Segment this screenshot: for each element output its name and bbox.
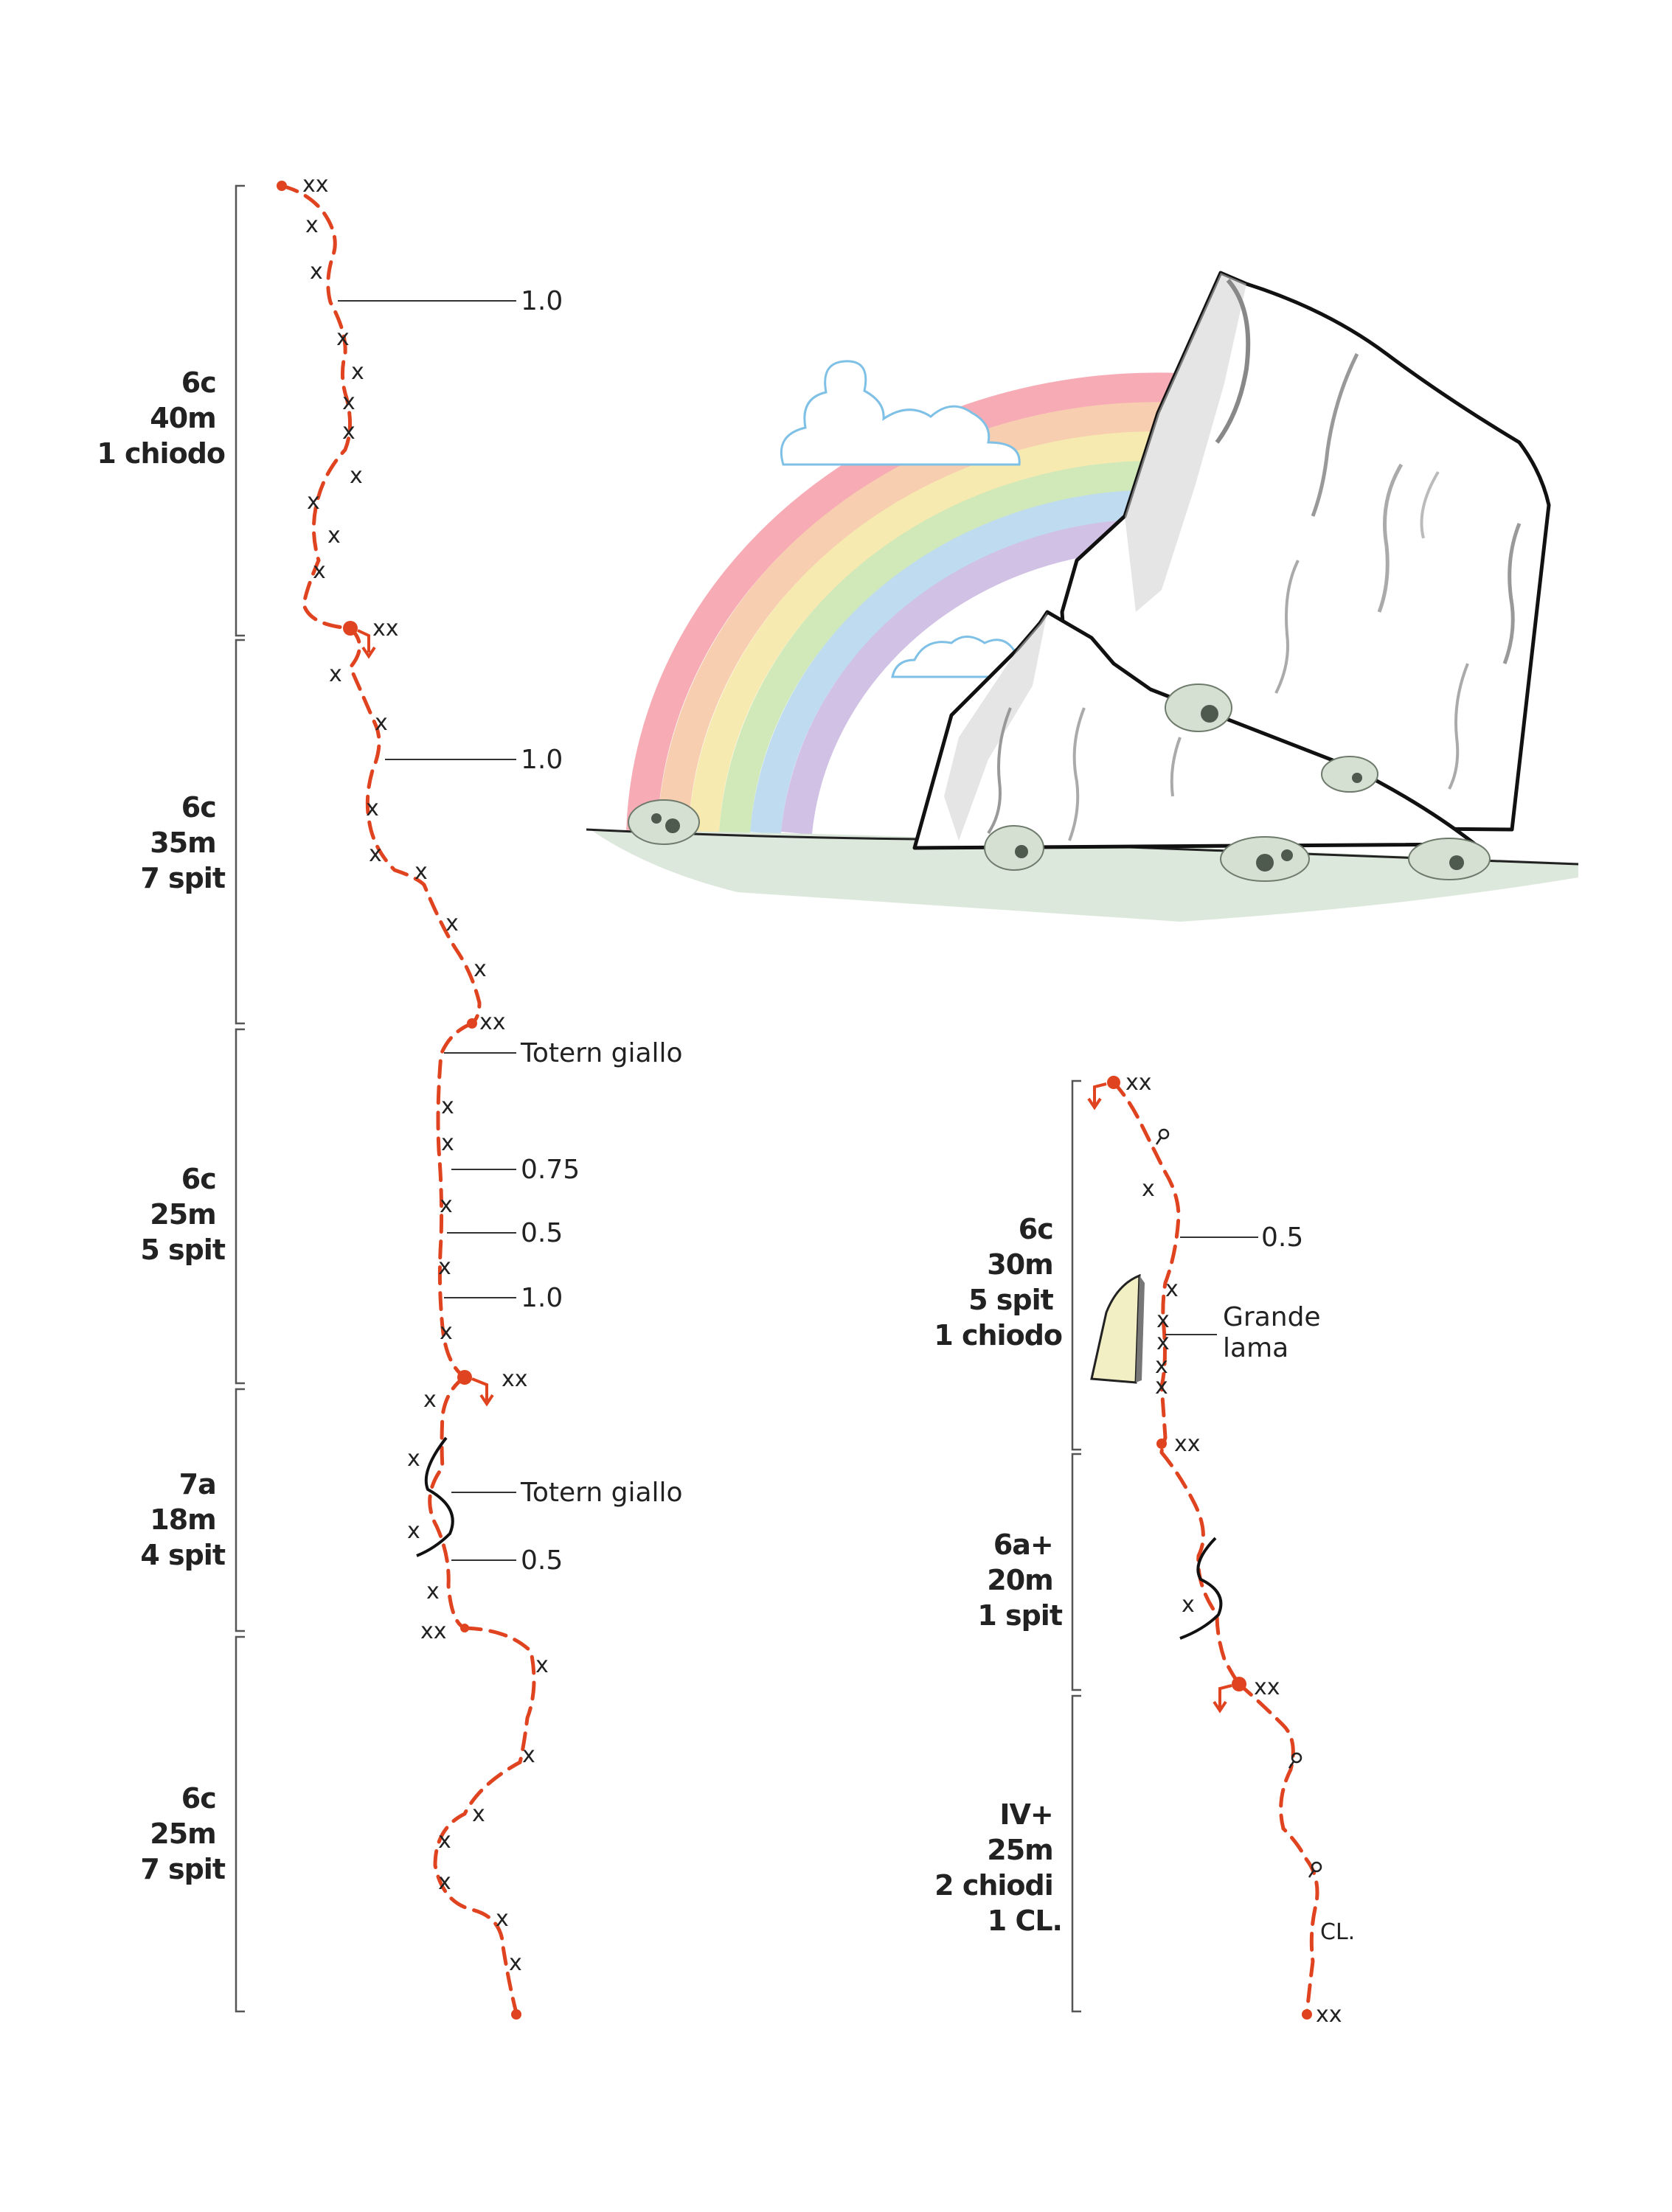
belay-stations [277, 181, 521, 2020]
flake-illustration [1092, 1276, 1139, 1382]
pitch-length: 18m [150, 1503, 216, 1536]
pitch-length: 40m [150, 402, 216, 434]
belay-dot [457, 1370, 472, 1385]
bolt-mark: x [1155, 1374, 1168, 1399]
bolt-mark: x [423, 1387, 437, 1413]
bolt-marks [305, 212, 549, 1976]
bolt-marks [1142, 1176, 1195, 1618]
belay-mark: xx [1254, 1674, 1280, 1700]
pitch-grade: 6c [1018, 1213, 1053, 1245]
bolt-mark: x [438, 1254, 451, 1280]
pitch-label-3 [934, 1798, 1062, 1937]
pitch-grade: 7a [178, 1468, 216, 1500]
bolt-mark: x [440, 1192, 453, 1218]
bolt-mark: x [307, 489, 320, 515]
belay-dot [1302, 2009, 1312, 2020]
bolt-mark: x [445, 911, 459, 936]
belay-mark: xx [302, 172, 329, 198]
pitch-label-4 [140, 1468, 226, 1571]
rock-illustration [586, 273, 1578, 922]
pitch-gear: 5 spit [968, 1284, 1053, 1316]
belay-mark: xx [372, 616, 399, 641]
bolt-mark: x [1155, 1353, 1168, 1379]
bolt-mark: x [407, 1446, 420, 1472]
pitch-label-1 [97, 366, 225, 470]
belay-mark: xx [1125, 1070, 1152, 1096]
belay-dot [1232, 1677, 1246, 1691]
belay-mark: xx [420, 1618, 447, 1644]
belay-mark: xx [1316, 2002, 1342, 2028]
belay-dot [467, 1018, 477, 1029]
pitch-grade: 6c [181, 1163, 216, 1195]
pitch-gear: 1 chiodo [934, 1319, 1062, 1352]
bolt-mark: x [351, 359, 364, 385]
feature-note-line: lama [1223, 1333, 1289, 1363]
cl-note: CL. [1320, 1919, 1356, 1945]
gear-note: Totern giallo [521, 1478, 683, 1508]
bolt-mark: x [441, 1093, 454, 1119]
pitch-grade: 6c [181, 366, 216, 399]
pitch-gear: 4 spit [140, 1539, 225, 1571]
bolt-mark: x [336, 325, 350, 351]
gear-note: 0.75 [521, 1155, 580, 1185]
pitch-bracket [1072, 1081, 1081, 1450]
pitch-gear: 2 chiodi [934, 1869, 1053, 1902]
pitch-gear: 1 CL. [987, 1905, 1062, 1937]
pitch-length: 25m [150, 1198, 216, 1231]
bolt-mark: x [1182, 1592, 1195, 1618]
bolt-mark: x [313, 558, 326, 584]
gear-note: 0.5 [521, 1218, 563, 1248]
bolt-mark: x [509, 1950, 522, 1976]
bolt-mark: x [438, 1828, 451, 1854]
pitch-length: 30m [987, 1248, 1053, 1281]
pitch-bracket [236, 1389, 245, 1631]
bolt-mark: x [414, 859, 428, 885]
pitch-length: 35m [150, 827, 216, 859]
pitch-bracket [236, 1029, 245, 1383]
belay-dot [1156, 1439, 1167, 1449]
bolt-mark: x [522, 1742, 535, 1768]
bolt-mark: x [342, 419, 355, 445]
crack-feature [417, 1438, 453, 1556]
bolt-mark: x [369, 841, 382, 867]
belay-stations [1107, 1076, 1312, 2020]
pitch-gear: 1 chiodo [97, 437, 225, 470]
bolt-mark: x [1165, 1276, 1179, 1302]
bolt-mark: x [472, 1801, 485, 1827]
pitch-bracket [236, 1637, 245, 2011]
bolt-mark: x [310, 259, 323, 285]
gear-note: 1.0 [521, 1283, 563, 1313]
pitch-label-2 [140, 791, 226, 894]
belay-dot [460, 1624, 469, 1632]
bolt-mark: x [1156, 1307, 1170, 1333]
pitch-gear: 7 spit [140, 1853, 225, 1885]
bolt-mark: x [441, 1130, 454, 1156]
pitch-gear: 7 spit [140, 862, 225, 894]
bolt-mark: x [342, 389, 355, 415]
pitch-gear: 5 spit [140, 1234, 225, 1266]
pitch-length: 25m [150, 1818, 216, 1850]
bolt-mark: x [473, 956, 487, 982]
feature-note-line: Grande [1223, 1302, 1321, 1332]
pitch-bracket [236, 186, 245, 636]
pitch-label-2 [977, 1528, 1063, 1632]
bolt-mark: x [327, 523, 341, 549]
pitch-length: 20m [987, 1564, 1053, 1596]
gear-note: 0.5 [1261, 1222, 1304, 1253]
bolt-mark: x [366, 796, 379, 821]
gear-note: 0.5 [521, 1545, 563, 1576]
pitch-gear: 1 spit [977, 1599, 1062, 1632]
pitch-label-1 [934, 1213, 1062, 1352]
feature-note [1223, 1302, 1329, 1363]
belay-mark: xx [479, 1009, 506, 1035]
pitch-grade: 6a+ [993, 1528, 1053, 1561]
pitch-grade: IV+ [999, 1798, 1053, 1831]
pitch-label-3 [140, 1163, 226, 1266]
pitch-grade: 6c [181, 791, 216, 824]
bolt-mark: x [426, 1579, 440, 1604]
belay-dot [1107, 1076, 1120, 1089]
bolt-mark: x [375, 710, 388, 736]
bolt-mark: x [440, 1319, 453, 1345]
gear-note: 1.0 [521, 745, 563, 775]
belay-mark: xx [1174, 1431, 1201, 1457]
gear-note: 1.0 [521, 286, 563, 316]
belay-dot [343, 621, 358, 636]
route-line [282, 186, 534, 2013]
bolt-mark: x [1156, 1329, 1170, 1355]
pitch-bracket [236, 640, 245, 1023]
left-route [97, 172, 682, 2020]
pitch-label-5 [140, 1782, 226, 1885]
bolt-mark: x [535, 1652, 549, 1678]
gear-note: Totern giallo [521, 1038, 683, 1068]
pitch-grade: 6c [181, 1782, 216, 1815]
belay-dot [511, 2009, 521, 2020]
pitch-bracket [1072, 1454, 1081, 1690]
bolt-mark: x [350, 463, 363, 489]
bolt-mark: x [438, 1869, 451, 1895]
belay-dot [277, 181, 287, 191]
belay-mark: xx [502, 1366, 528, 1392]
pitch-length: 25m [987, 1834, 1053, 1866]
bolt-mark: x [407, 1518, 420, 1544]
bolt-mark: x [1142, 1176, 1155, 1202]
bolt-mark: x [305, 212, 319, 238]
right-route [934, 1070, 1355, 2028]
bolt-mark: x [496, 1906, 509, 1932]
bolt-mark: x [329, 661, 342, 687]
pitch-bracket [1072, 1696, 1081, 2011]
